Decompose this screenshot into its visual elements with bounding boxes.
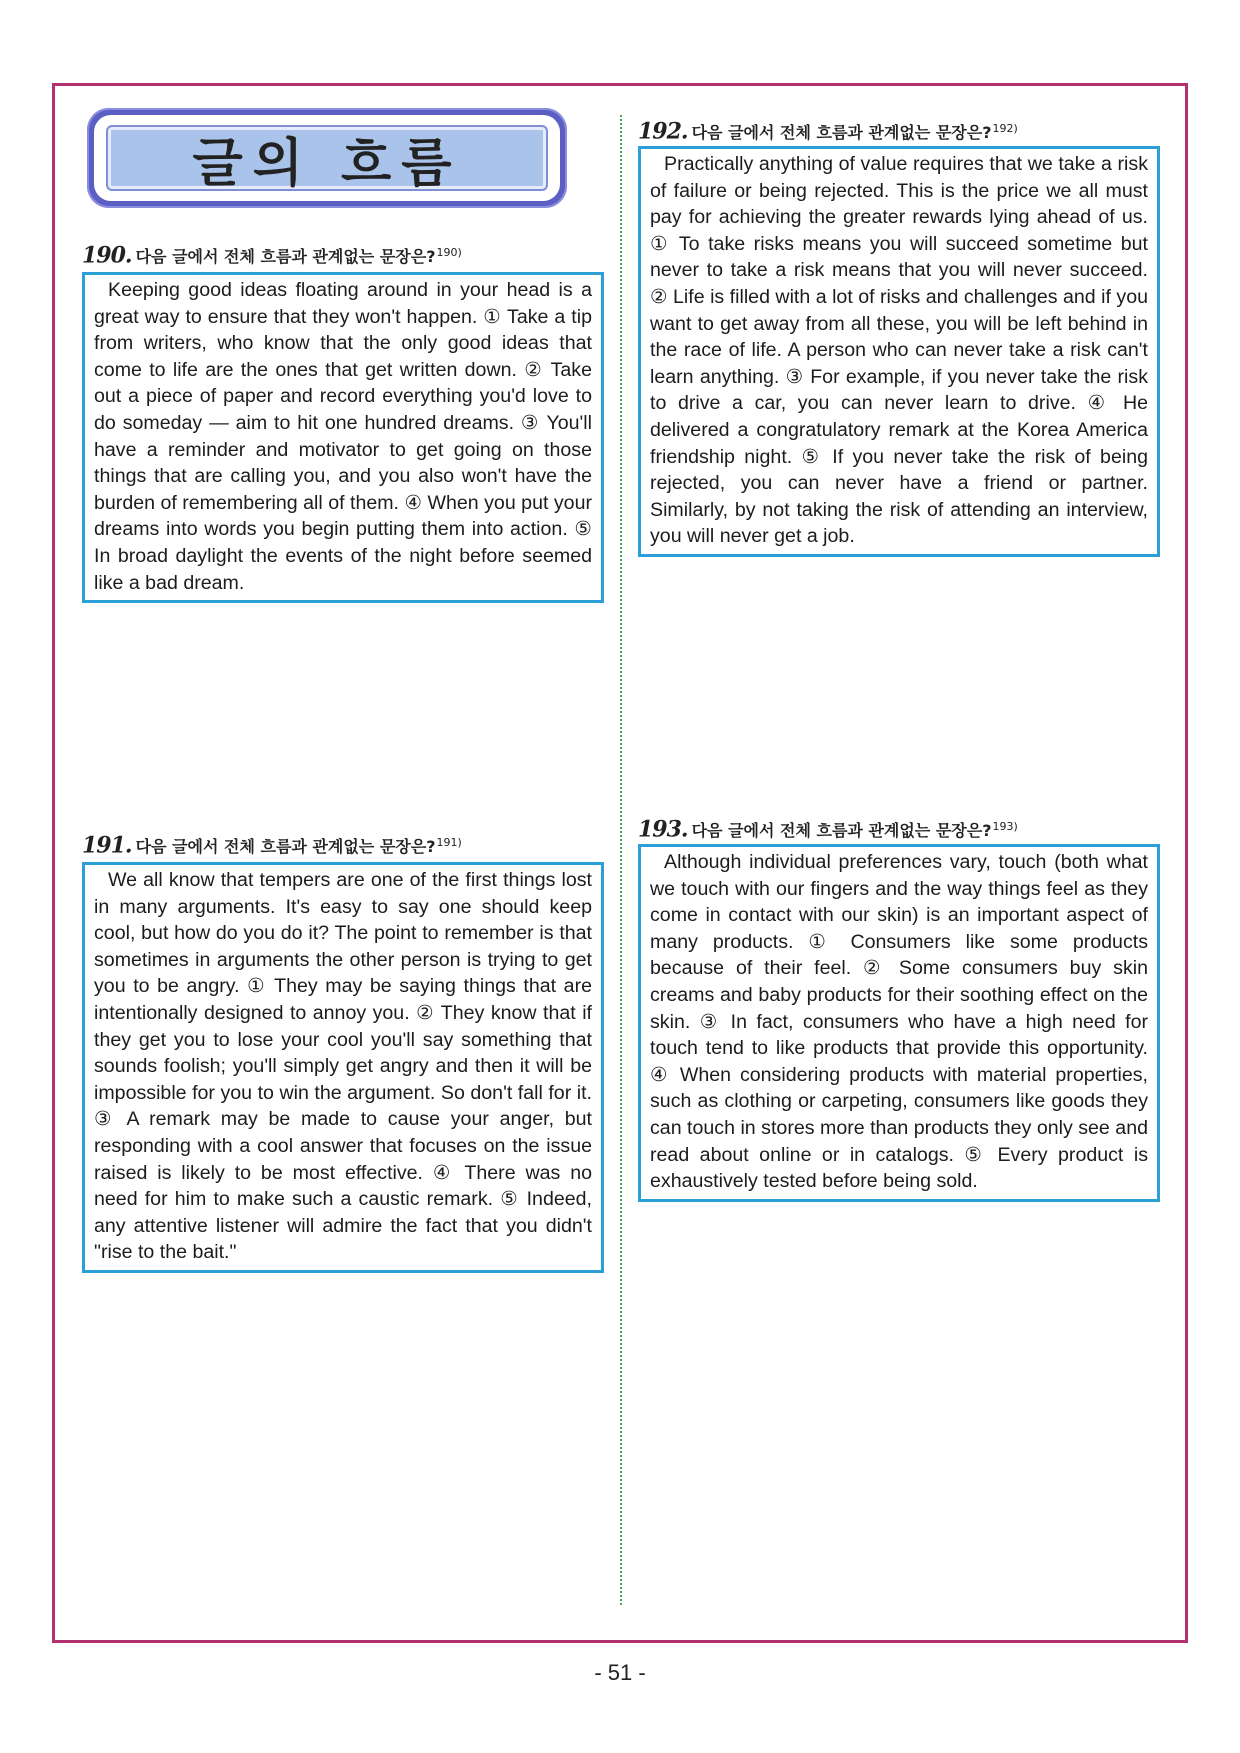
question-reference: 192) (992, 122, 1018, 135)
question-prompt: 다음 글에서 전체 흐름과 관계없는 문장은? (135, 247, 436, 267)
question-reference: 191) (436, 836, 462, 849)
page-number: - 51 - (594, 1660, 646, 1685)
question-192-header (638, 118, 1018, 144)
passage-193: Although individual preferences vary, touch (both what we touch with our fingers and the way things feel as they come in contact with our skin) is an important aspect of many products. ① Consumers like some products because of their feel. ② Some consumers buy skin creams and baby products for their soothing effect on the skin. ③ In fact, consumers who have a high need for touch tend to like products that provide this opportunity. ④ When considering products with material properties, such as clothing or carpeting, consumers like goods they can touch in stores more than products they only see and read about online or in catalogs. ⑤ Every product is exhaustively tested before being sold. (638, 844, 1160, 1202)
question-number: 192. (638, 118, 688, 145)
question-193-header (638, 816, 1018, 842)
question-number: 190. (82, 242, 132, 269)
passage-192: Practically anything of value requires that we take a risk of failure or being rejected. This is the price we all must pay for achieving the greater rewards lying ahead of us. ① To take risks means you will succeed sometime but never to take a risk means that you will never succeed. ② Life is filled with a lot of risks and challenges and if you want to get away from all these, you will be left behind in the race of life. A person who can never take a risk can't learn anything. ③ For example, if you never take the risk to drive a car, you can never learn to drive. ④ He delivered a congratulatory remark at the Korea America friendship night. ⑤ If you never take the risk of being rejected, you can never have a friend or partner. Similarly, by not taking the risk of attending an interview, you will never get a job. (638, 146, 1160, 557)
question-reference: 193) (992, 820, 1018, 833)
question-reference: 190) (436, 246, 462, 259)
question-190-header (82, 242, 462, 268)
question-prompt: 다음 글에서 전체 흐름과 관계없는 문장은? (135, 837, 436, 857)
passage-191: We all know that tempers are one of the first things lost in many arguments. It's easy to say one should keep cool, but how do you do it? The point to remember is that sometimes in arguments the other person is trying to get you to be angry. ① They may be saying things that are intentionally designed to annoy you. ② They know that if they get you to lose your cool you'll say something that sounds foolish; you'll simply get angry and then it will be impossible for you to win the argument. So don't fall for it. ③ A remark may be made to cause your anger, but responding with a cool answer that focuses on the issue raised is likely to be most effective. ④ There was no need for him to make such a caustic remark. ⑤ Indeed, any attentive listener will admire the fact that you didn't "rise to the bait." (82, 862, 604, 1273)
section-banner (87, 108, 567, 208)
column-divider (620, 115, 622, 1605)
question-191-header (82, 832, 462, 858)
question-prompt: 다음 글에서 전체 흐름과 관계없는 문장은? (691, 123, 992, 143)
section-title: 글의 흐름 (192, 133, 462, 194)
question-number: 191. (82, 832, 132, 859)
passage-190: Keeping good ideas floating around in your head is a great way to ensure that they won't happen. ① Take a tip from writers, who know that the only good ideas that come to life are the ones that get written down. ② Take out a piece of paper and record everything you'd love to do someday — aim to hit one hundred dreams. ③ You'll have a reminder and motivator to get going on those things that are calling you, and you also won't have the burden of remembering all of them. ④ When you put your dreams into words you begin putting them into action. ⑤ In broad daylight the events of the night before seemed like a bad dream. (82, 272, 604, 603)
question-prompt: 다음 글에서 전체 흐름과 관계없는 문장은? (691, 821, 992, 841)
question-number: 193. (638, 816, 688, 843)
